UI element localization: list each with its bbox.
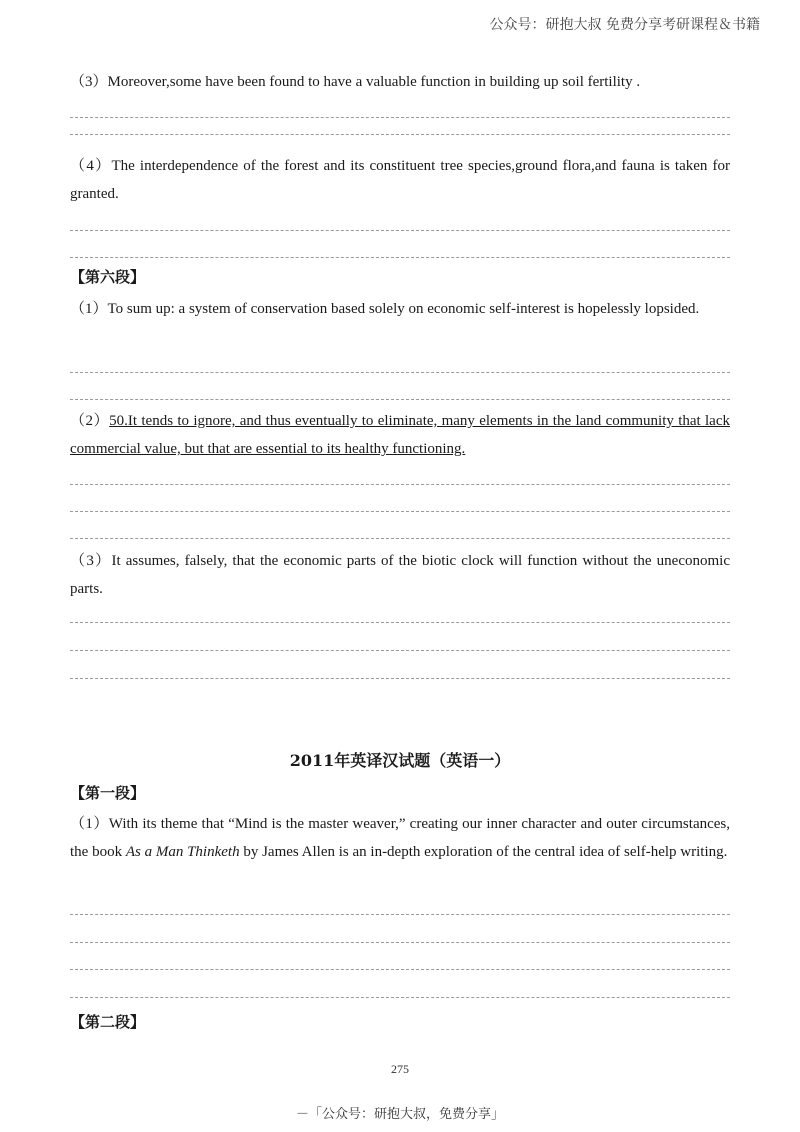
answer-line: [70, 942, 730, 943]
page-number: 275: [391, 1062, 409, 1076]
sentence-1-1: [70, 810, 730, 866]
translation-question-50: 50.It tends to ignore, and thus eventually to eliminate, many elements in the land community that lack commercial value, but that are essential to its healthy functioning.: [70, 413, 730, 457]
sentence-6-1: （1）To sum up: a system of conservation based solely on economic self-interest is hopelessly lopsided.: [70, 301, 700, 317]
answer-line: [70, 997, 730, 998]
sentence-text-a: （1）With its theme that “Mind is the master weaver,” creating our inner character and outer circumstances, the book: [70, 816, 730, 860]
watermark-bottom: －「公众号：研抱大叔，免费分享」: [295, 1107, 504, 1122]
answer-line: [70, 538, 730, 539]
book-title: As a Man Thinketh: [125, 844, 240, 860]
sentence-4-3: （3）Moreover,some have been found to have a valuable function in building up soil fertility .: [70, 74, 641, 90]
watermark-top: 公众号：研抱大叔 免费分享考研课程＆书籍: [489, 17, 760, 33]
section-heading-1: 【第一段】: [70, 784, 146, 802]
answer-line: [70, 969, 730, 970]
answer-line: [70, 622, 730, 623]
sentence-text-b: by James Allen is an in-depth exploration of the central idea of self-help writing.: [239, 844, 728, 860]
answer-line: [70, 134, 730, 135]
sentence-6-3: （3）It assumes, falsely, that the economic parts of the biotic clock will function without the uneconomic parts.: [70, 553, 730, 597]
answer-line: [70, 678, 730, 679]
sentence-4-4: （4）The interdependence of the forest and its constituent tree species,ground flora,and fauna is taken for granted.: [70, 158, 730, 202]
answer-line: [70, 372, 730, 373]
answer-line: [70, 257, 730, 258]
section-heading-2: 【第二段】: [70, 1013, 146, 1031]
sentence-6-2: [70, 407, 730, 463]
answer-line: [70, 914, 730, 915]
sentence-number: （2）: [70, 413, 110, 429]
answer-line: [70, 230, 730, 231]
answer-line: [70, 117, 730, 118]
answer-line: [70, 511, 730, 512]
section-heading-6: 【第六段】: [70, 268, 146, 286]
answer-line: [70, 650, 730, 651]
answer-line: [70, 484, 730, 485]
exam-title: 2011年英译汉试题（英语一）: [289, 751, 511, 770]
answer-line: [70, 399, 730, 400]
